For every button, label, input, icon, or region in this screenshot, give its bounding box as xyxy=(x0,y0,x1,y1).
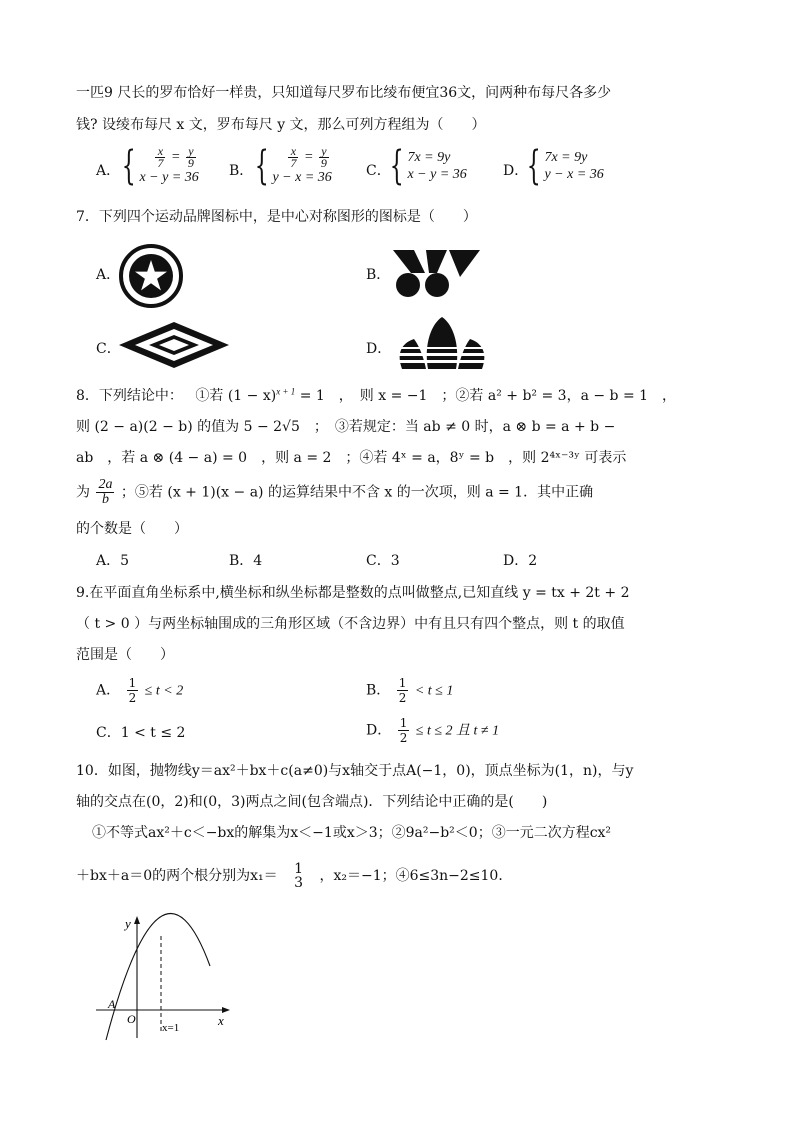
graph-x-label: x xyxy=(218,1013,224,1028)
q9-option-c: C．1 < t ≤ 2 xyxy=(96,725,186,741)
graph-x1-label: x=1 xyxy=(162,1022,180,1034)
graph-y-label: y xyxy=(125,916,131,931)
q8-option-a: A．5 xyxy=(96,553,130,569)
q9-option-b: B． $\frac{1}{2}$ < t ≤ 1 xyxy=(366,676,454,705)
q6-option-d-label: D． xyxy=(503,163,529,179)
q10-line2: 轴的交点在(0，2)和(0，3)两点之间(包含端点)．下列结论中正确的是( ) xyxy=(76,794,548,810)
q6-option-a-system: { $\frac{x}{7}$ = $\frac{y}{9}$ x − y = 36 xyxy=(121,143,199,189)
q7-stem: 7．下列四个运动品牌图标中，是中心对称图形的图标是（ ） xyxy=(76,209,477,225)
q9-line2: （ t > 0 ）与两坐标轴围成的三角形区域（不含边界）中有且只有四个整点，则 t 的取值 xyxy=(76,616,625,632)
q6-option-d-system: { 7x = 9y y − x = 36 xyxy=(526,143,604,189)
q8-line2: 则 (2 − a)(2 − b) 的值为 5 − 2√5 ； ③若规定：当 ab ≠ 0 时，a ⊗ b = a + b − xyxy=(76,419,616,435)
q10-line4: ＋bx＋a＝0的两个根分别为x₁＝ 1 3 ，x₂＝−1；④6≤3n−2≤10． xyxy=(76,861,513,891)
q7-option-a-label: A． xyxy=(96,267,121,283)
q7-option-c-label: C． xyxy=(96,341,121,357)
q10-line1: 10．如图，抛物线y＝ax²＋bx＋c(a≠0)与x轴交于点A(−1，0)，顶点坐标为(1，n)，与y xyxy=(76,763,634,779)
q8-option-b: B．4 xyxy=(229,553,263,569)
parabola-graph xyxy=(92,912,242,1042)
q6-option-c-label: C． xyxy=(366,163,391,179)
q9-line3: 范围是（ ） xyxy=(76,647,174,663)
q8-line4: 为 $\frac{2a}{b}$ ；⑤若 (x + 1)(x − a) 的运算结果中不含 x 的一次项，则 a = 1．其中正确 xyxy=(76,477,594,507)
q8-option-c: C．3 xyxy=(366,553,400,569)
y-axis-arrow xyxy=(134,916,140,924)
graph-point-a: A xyxy=(108,997,116,1011)
q8-line5: 的个数是（ ） xyxy=(76,521,188,537)
q6-option-a-label: A． xyxy=(96,163,121,179)
q8-option-d: D．2 xyxy=(503,553,538,569)
q6-line1: 一匹9 尺长的罗布恰好一样贵，只知道每尺罗布比绫布便宜36文，问两种布每尺各多少 xyxy=(76,85,612,101)
q9-line1: 9.在平面直角坐标系中,横坐标和纵坐标都是整数的点叫做整点,已知直线 y = tx + 2t + 2 xyxy=(76,585,630,601)
q10-line3: ①不等式ax²＋c＜−bx的解集为x＜−1或x＞3；②9a²−b²＜0；③一元二次方程cx² xyxy=(92,825,612,841)
trefoil-logo xyxy=(394,313,490,375)
q9-option-a: A． $\frac{1}{2}$ ≤ t < 2 xyxy=(96,676,184,705)
q7-option-d-label: D． xyxy=(366,341,392,357)
parabola-curve xyxy=(106,913,210,1040)
q7-option-b-label: B． xyxy=(366,267,391,283)
q6-option-b-system: { $\frac{x}{7}$ = $\frac{y}{9}$ y − x = 36 xyxy=(254,143,332,189)
graph-origin: O xyxy=(127,1012,136,1026)
yy-logo xyxy=(390,247,484,299)
q6-option-b-label: B． xyxy=(229,163,254,179)
q8-line3: ab ，若 a ⊗ (4 − a) = 0 ，则 a = 2 ；④若 4ˣ = a，8ʸ = b ，则 2⁴ˣ⁻³ʸ 可表示 xyxy=(76,450,627,466)
q6-line2: 钱? 设绫布每尺 x 文，罗布每尺 y 文，那么可列方程组为（ ） xyxy=(76,117,486,133)
diamond-logo xyxy=(118,321,230,369)
q8-line1: 8．下列结论中： ①若 $(1 - x)^{x + 1} = 1$ ， 则 x = −1 ；②若 a² + b² = 3，a − b = 1 ， xyxy=(76,386,677,404)
q9-option-d: D． $\frac{1}{2}$ ≤ t ≤ 2 且 t ≠ 1 xyxy=(366,716,500,745)
q6-option-c-system: { 7x = 9y x − y = 36 xyxy=(389,143,467,189)
star-circle-logo xyxy=(118,243,184,309)
